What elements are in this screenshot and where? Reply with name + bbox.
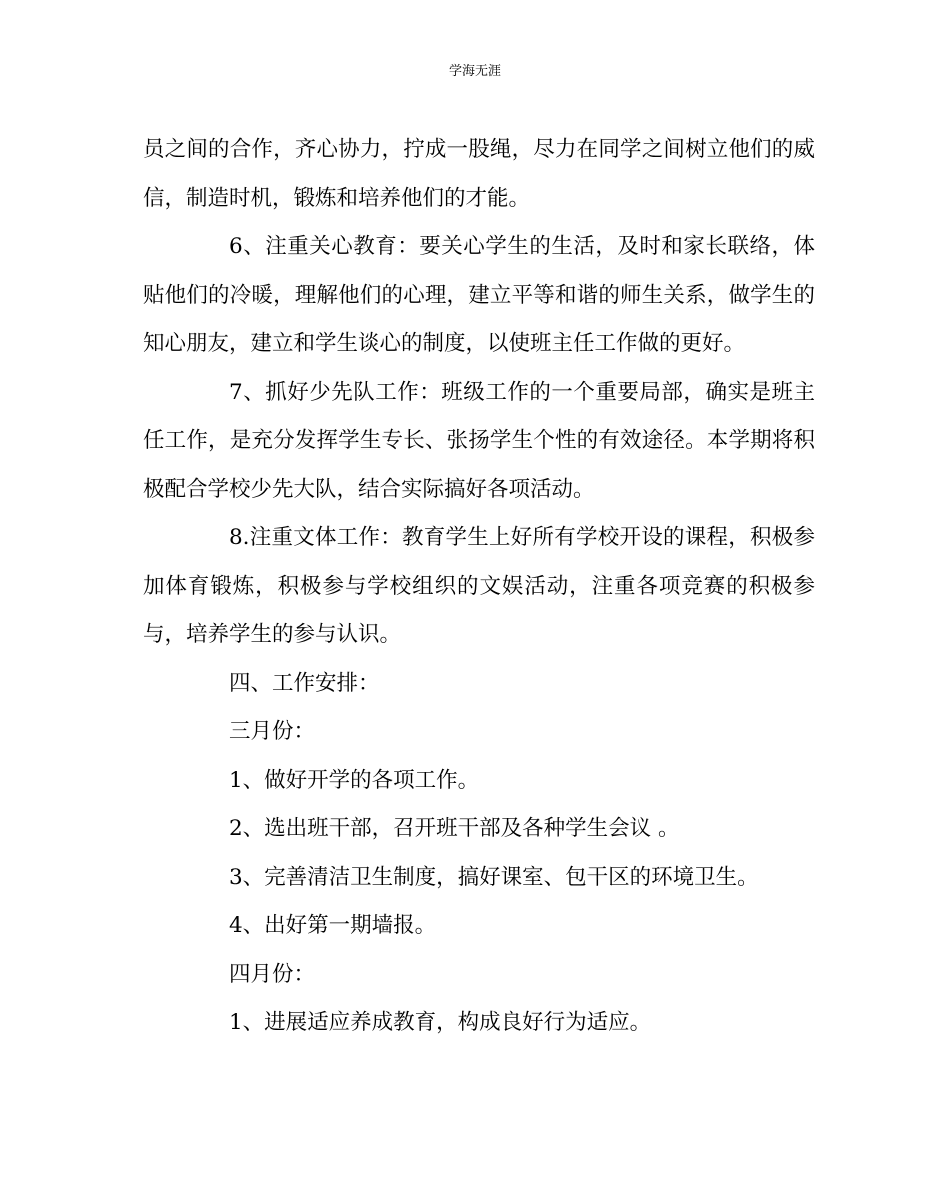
- list-item: 1、进展适应养成教育，构成良好行为适应。: [229, 1010, 652, 1035]
- paragraph-item-7: 7、抓好少先队工作：班级工作的一个重要局部，确实是班主任工作，是充分发挥学生专长、张扬学生个性的有效途径。本学期将积极配合学校少先大队，结合实际搞好各项活动。: [143, 379, 815, 502]
- list-item: 1、做好开学的各项工作。: [229, 767, 480, 793]
- paragraph-continuation: 员之间的合作，齐心协力，拧成一股绳，尽力在同学之间树立他们的威信，制造时机，锻炼和培养他们的才能。: [143, 137, 815, 211]
- list-item: 2、选出班干部，召开班干部及各种学生会议 。: [229, 816, 680, 841]
- page-header: 学海无涯: [448, 64, 501, 79]
- document-body: [143, 126, 815, 1048]
- list-item: 3、完善清洁卫生制度，搞好课室、包干区的环境卫生。: [229, 864, 759, 890]
- section-heading-work-plan: 四、工作安排：: [229, 670, 380, 696]
- list-item: 4、出好第一期墙报。: [229, 913, 437, 938]
- paragraph-item-6: 6、注重关心教育：要关心学生的生活，及时和家长联络，体贴他们的冷暖，理解他们的心理，建立平等和谐的师生关系，做学生的知心朋友，建立和学生谈心的制度，以使班主任工作做的更好。: [143, 234, 815, 356]
- month-heading-march: 三月份：: [229, 719, 316, 744]
- paragraph-item-8: 8.注重文体工作：教育学生上好所有学校开设的课程，积极参加体育锻炼，积极参与学校组织的文娱活动，注重各项竞赛的积极参与，培养学生的参与认识。: [143, 525, 815, 647]
- month-heading-april: 四月份：: [229, 961, 316, 987]
